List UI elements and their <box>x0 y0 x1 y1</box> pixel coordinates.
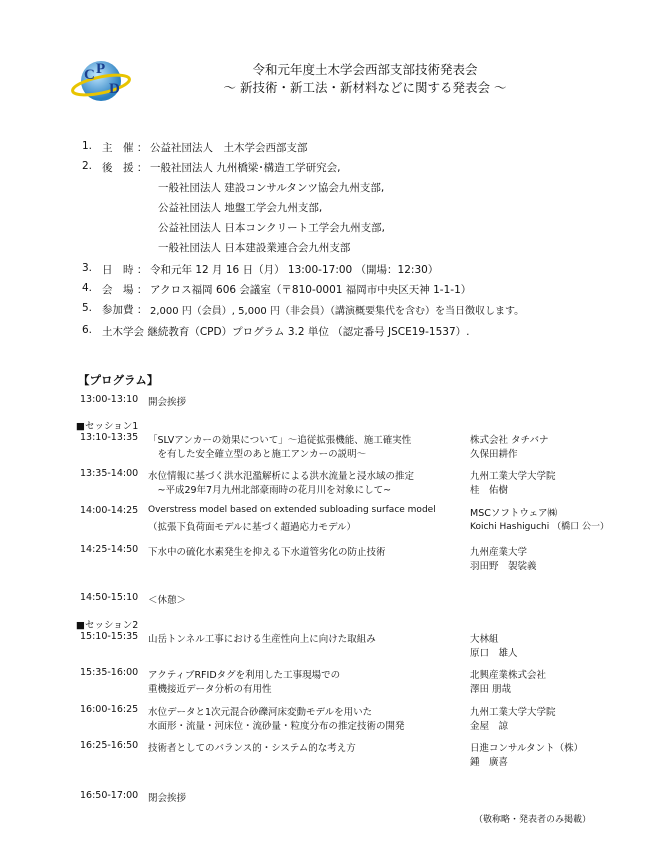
info-num: 1. <box>82 140 93 152</box>
speaker-org: 九州産業大学 <box>470 547 528 558</box>
svg-text:C: C <box>84 67 95 83</box>
info-num: 5. <box>82 302 93 314</box>
talk-title-line2: 重機接近データ分析の有用性 <box>148 684 272 695</box>
opening-title: 開会挨拶 <box>148 397 187 408</box>
speaker-name: 羽田野 袈裟義 <box>470 561 537 572</box>
break-title: ＜休憩＞ <box>148 595 187 606</box>
svg-text:P: P <box>96 61 106 77</box>
info-num: 3. <box>82 262 93 274</box>
speaker-name: 鍾 廣喜 <box>470 757 509 768</box>
info-num: 2. <box>82 160 93 172</box>
talk-time: 15:35-16:00 <box>80 667 139 678</box>
speaker-org: 九州工業大学大学院 <box>470 707 556 718</box>
info-text: 公益社団法人 土木学会西部支部 <box>150 142 308 154</box>
speaker-org: 九州工業大学大学院 <box>470 471 556 482</box>
info-num: 6. <box>82 324 93 336</box>
info-text: 一般社団法人 建設コンサルタンツ協会九州支部, <box>158 182 385 194</box>
talk-title-line1: 下水中の硫化水素発生を抑える下水道管劣化の防止技術 <box>148 547 386 558</box>
program-heading: 【プログラム】 <box>78 373 159 387</box>
info-text: 2,000 円（会員）, 5,000 円（非会員）（講演概要集代を含む）を当日徴収します。 <box>150 306 525 317</box>
talk-time: 14:00-14:25 <box>80 505 139 516</box>
talk-time: 14:25-14:50 <box>80 544 139 555</box>
speaker-name: 金屋 諒 <box>470 721 509 732</box>
closing-time: 16:50-17:00 <box>80 790 139 801</box>
info-label: 会 場 ： <box>102 284 148 296</box>
speaker-name: 桂 佑樹 <box>470 485 509 496</box>
info-text: アクロス福岡 606 会議室（〒810-0001 福岡市中央区天神 1-1-1） <box>150 284 472 296</box>
talk-title-line1: 水位情報に基づく洪水氾濫解析による洪水流量と浸水域の推定 <box>148 471 415 482</box>
talk-title-line1: アクティブRFIDタグを利用した工事現場での <box>148 670 341 681</box>
talk-title-line2: ~平成29年7月九州北部豪雨時の花月川を対象にして~ <box>148 485 392 496</box>
talk-title-line2: を有した安全確立型のあと施工アンカーの説明～ <box>148 449 367 460</box>
break-time: 14:50-15:10 <box>80 592 139 603</box>
talk-title-line1: Overstress model based on extended subloading surface model <box>148 505 436 515</box>
speaker-org: MSCソフトウェア㈱ <box>470 508 557 519</box>
speaker-name: 澤田 朋哉 <box>470 684 512 695</box>
talk-title-line2: （拡張下負荷面モデルに基づく超過応力モデル） <box>148 522 357 533</box>
info-text: 土木学会 継続教育（CPD）プログラム 3.2 単位 （認定番号 JSCE19-1537）. <box>102 326 470 338</box>
info-label: 日 時 ： <box>102 264 148 276</box>
opening-time: 13:00-13:10 <box>80 394 139 405</box>
speaker-name: 原口 雄人 <box>470 648 518 659</box>
cpd-logo <box>70 55 132 107</box>
session2-label: ■セッション2 <box>76 620 139 631</box>
svg-text:D: D <box>109 81 120 97</box>
info-num: 4. <box>82 282 93 294</box>
speaker-org: 北興産業株式会社 <box>470 670 547 681</box>
talk-title-line1: 山岳トンネル工事における生産性向上に向けた取組み <box>148 634 376 645</box>
info-label: 参加費 ： <box>102 304 148 316</box>
speaker-org: 大林組 <box>470 634 499 645</box>
info-text: 公益社団法人 地盤工学会九州支部, <box>158 202 323 214</box>
info-label: 主 催 ： <box>102 142 148 154</box>
session1-label: ■セッション1 <box>76 421 139 432</box>
talk-time: 15:10-15:35 <box>80 631 139 642</box>
talk-title-line1: 技術者としてのバランス的・システム的な考え方 <box>148 743 356 754</box>
talk-time: 16:00-16:25 <box>80 704 139 715</box>
talk-time: 13:10-13:35 <box>80 432 139 443</box>
info-label: 後 援 ： <box>102 162 148 174</box>
talk-time: 16:25-16:50 <box>80 740 139 751</box>
info-text: 公益社団法人 日本コンクリート工学会九州支部, <box>158 222 385 234</box>
info-text: 一般社団法人 日本建設業連合会九州支部 <box>158 242 351 254</box>
info-text: 一般社団法人 九州橋梁･構造工学研究会, <box>150 162 341 174</box>
info-text: 令和元年 12 月 16 日（月） 13:00-17:00 （開場：12:30） <box>150 264 439 276</box>
speaker-name: Koichi Hashiguchi （橋口 公一） <box>470 522 609 532</box>
page-title: 令和元年度土木学会西部支部技術発表会 <box>252 62 478 77</box>
speaker-org: 日進コンサルタント（株） <box>470 743 584 754</box>
talk-time: 13:35-14:00 <box>80 468 139 479</box>
closing-title: 閉会挨拶 <box>148 793 187 804</box>
speaker-name: 久保田耕作 <box>470 449 518 460</box>
talk-title-line2: 水面形・流量・河床位・流砂量・粒度分布の推定技術の開発 <box>148 721 405 732</box>
speaker-org: 株式会社 タチバナ <box>470 435 549 446</box>
talk-title-line1: 水位データと1次元混合砂礫河床変動モデルを用いた <box>148 707 373 718</box>
footnote: （敬称略・発表者のみ掲載） <box>474 815 592 825</box>
talk-title-line1: 「SLVアンカーの効果について」～追従拡張機能、施工確実性 <box>148 435 412 446</box>
page-subtitle: ～ 新技術・新工法・新材料などに関する発表会 ～ <box>223 80 507 95</box>
